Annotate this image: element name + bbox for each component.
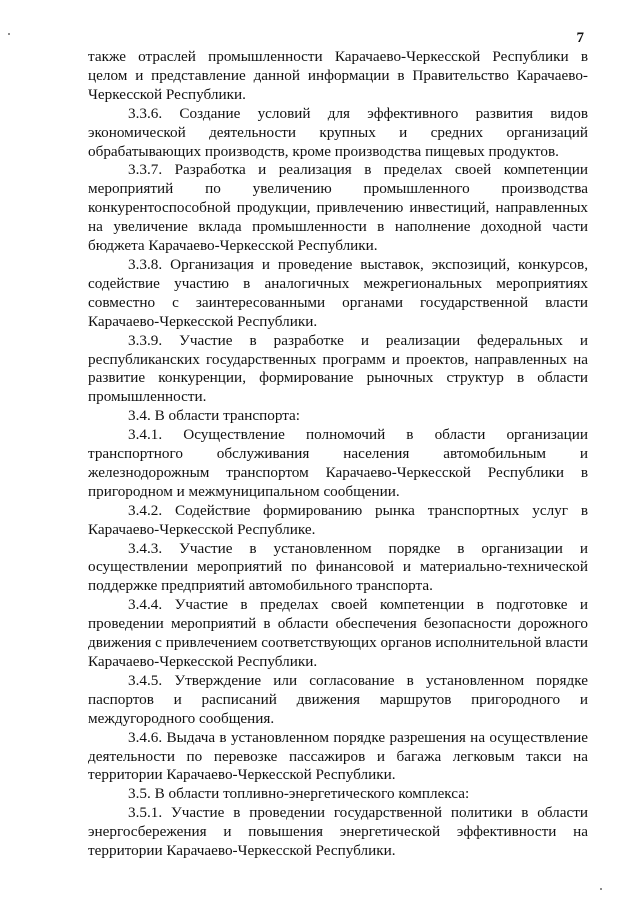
paragraph-3-4-3: 3.4.3. Участие в установленном порядке в организации и осуществлении мероприятий по финансовой и материально-технической поддержке предприятий автомобильного транспорта.	[88, 539, 588, 595]
paragraph-3-3-9: 3.3.9. Участие в разработке и реализации федеральных и республиканских государственных программ и проектов, направленных на развитие конкуренции, формирование рыночных структур в области промышленности.	[88, 331, 588, 406]
paragraph-3-3-6: 3.3.6. Создание условий для эффективного развития видов экономической деятельности крупных и средних организаций обрабатывающих производств, кроме производства пищевых продуктов.	[88, 104, 588, 160]
paragraph-3-5-1: 3.5.1. Участие в проведении государственной политики в области энергосбережения и повышения энергетической эффективности на территории Карачаево-Черкесской Республики.	[88, 804, 588, 860]
document-body	[88, 48, 588, 861]
paragraph-3-3-7: 3.3.7. Разработка и реализация в пределах своей компетенции мероприятий по увеличению промышленного производства конкурентоспособной продукции, привлечению инвестиций, направленных на увеличение вклада промышленности в наполнение доходной части бюджета Карачаево-Черкесской Республики.	[88, 161, 588, 255]
section-heading-3-5: 3.5. В области топливно-энергетического комплекса:	[128, 785, 470, 803]
page-number: 7	[576, 30, 584, 46]
section-heading-3-4: 3.4. В области транспорта:	[128, 407, 300, 425]
paragraph-3-3-8: 3.3.8. Организация и проведение выставок, экспозиций, конкурсов, содействие участию в аналогичных межрегиональных мероприятиях совместно с заинтересованными органами государственной власти Карачаево-Черкесской Республики.	[88, 255, 588, 330]
paragraph-3-4-4: 3.4.4. Участие в пределах своей компетенции в подготовке и проведении мероприятий в области обеспечения безопасности дорожного движения с привлечением соответствующих органов исполнительной власти Карачаево-Черкесской Республики.	[88, 596, 588, 670]
paragraph-continuation: также отраслей промышленности Карачаево-Черкесской Республики в целом и представление данной информации в Правительство Карачаево-Черкесской Республики.	[88, 48, 588, 103]
paragraph-3-4-6: 3.4.6. Выдача в установленном порядке разрешения на осуществление деятельности по перевозке пассажиров и багажа легковым такси на территории Карачаево-Черкесской Республики.	[88, 728, 588, 784]
paragraph-3-4-1: 3.4.1. Осуществление полномочий в области организации транспортного обслуживания населения автомобильным и железнодорожным транспортом Карачаево-Черкесской Республики в пригородном и межмуниципальном сообщении.	[88, 426, 588, 500]
scan-speck	[600, 888, 602, 890]
paragraph-3-4-5: 3.4.5. Утверждение или согласование в установленном порядке паспортов и расписаний движения маршрутов пригородного и междугородного сообщения.	[88, 671, 588, 727]
scan-speck	[8, 33, 10, 35]
paragraph-3-4-2: 3.4.2. Содействие формированию рынка транспортных услуг в Карачаево-Черкесской Республике.	[88, 501, 588, 538]
